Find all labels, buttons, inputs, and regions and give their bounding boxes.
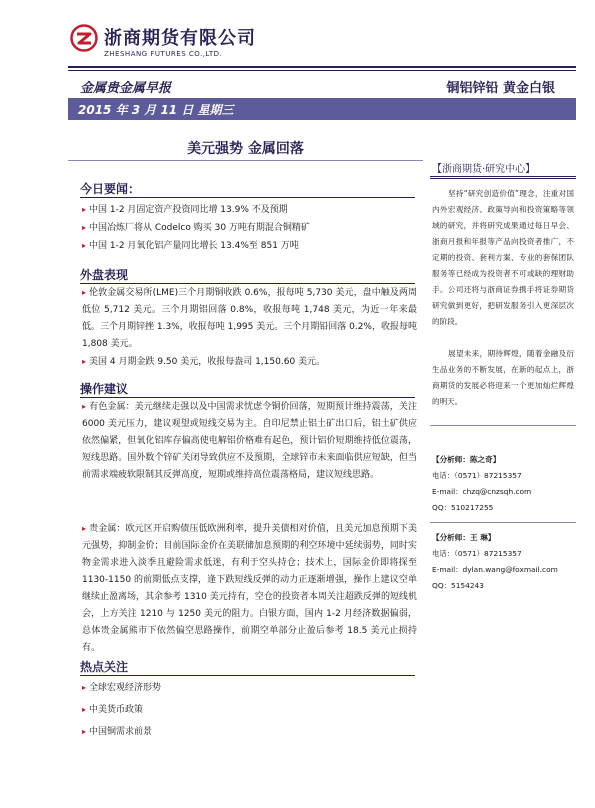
- list-item: ▸ 中国铜需求前景: [82, 727, 153, 737]
- section-title-overseas: 外盘表现: [80, 268, 129, 282]
- report-name: 金属贵金属早报: [80, 81, 172, 96]
- analyst-qq: QQ：5154243: [432, 581, 484, 590]
- bullet-icon: ▸: [82, 357, 87, 366]
- sidebar-divider: [430, 522, 576, 523]
- section-divider: [80, 197, 415, 198]
- list-item: ▸ 中美货币政策: [82, 705, 144, 715]
- bullet-icon: ▸: [82, 241, 87, 250]
- report-categories: 铜铝锌铅 黄金白银: [446, 81, 555, 96]
- analyst-phone: 电话：（0571）87215357: [432, 471, 522, 480]
- analyst-email[interactable]: E-mail：dylan.wang@foxmail.com: [432, 565, 558, 574]
- bullet-icon: ▸: [82, 524, 87, 533]
- nonferrous-advice: ▸ 有色金属：美元继续走强以及中国需求忧虑令铜价回落，短期预计维持震荡，关注 6000 美元压力，建议观望或短线交易为主。自印尼禁止铝土矿出口后，铝土矿供应依然偏紧，但氧化铝库存偏高使电解铝价格难有起色，预计铝价短期维持低位震荡，短线思路。国外数个锌矿关闭导致供应不及预期，全球锌市未来面临供应短缺，但当前需求端疲软限制其反弹高度，短期或维持高位震荡格局，建议短线思路。: [82, 402, 417, 480]
- header-divider-thin: [68, 70, 576, 71]
- analyst-card: [432, 530, 574, 594]
- analyst-qq: QQ：510217255: [432, 503, 494, 512]
- bullet-icon: ▸: [82, 705, 87, 714]
- sidebar-intro: 坚持“研究创造价值”理念，注重对国内外宏观经济、政策导向和投资策略等领域的研究，并将研究成果通过每日早会、浙商月报和年报等产品向投资者推广，不定期的投资、套利方案、专业的套保团队服务等已经成为投资者不可或缺的理财助手。公司还将与浙商证券携手将证券期货研究做到更好，把研发服务引入更深层次的阶段。: [432, 189, 574, 326]
- sidebar-title: 【浙商期货·研究中心】: [432, 164, 536, 175]
- list-item: ▸ 中国 1-2 月氧化铝产量同比增长 13.4%至 851 万吨: [82, 241, 299, 251]
- sidebar-divider: [430, 425, 576, 426]
- company-logo-icon: [70, 24, 98, 52]
- page-title: 美元强势 金属回落: [187, 141, 304, 157]
- section-title-advice: 操作建议: [80, 382, 129, 396]
- list-item: ▸ 中国 1-2 月固定资产投资同比增 13.9% 不及预期: [82, 205, 288, 215]
- section-title-today: 今日要闻：: [80, 182, 141, 196]
- list-item: ▸ 中国冶炼厂将从 Codelco 购买 30 万吨有期混合铜精矿: [82, 223, 310, 233]
- header-divider: [68, 66, 576, 68]
- precious-advice: ▸ 贵金属：欧元区开启购债压低欧洲利率，提升美债相对价值，且美元加息预期下美元强势，抑制金价；目前国际金价在美联储加息预期的利空环境中延续弱势，同时实物金需求进入淡季且避险需求低迷，有利于空头持仓；技术上，国际金价即将探至 1130-1150 的前期低点支撑，逢下跌短线反弹的动力正逐渐增强，操作上建议空单继续止盈离场，其余参考 1310 美元持有，空仓的投资者本周关注超跌反弹的短线机会，上方关注 1210 与 1250 美元的阻力。白银方面，国内 1-2 月经济数据偏弱，总体贵金属熊市下依然偏空思路操作，前期空单部分止盈后参考 18.5 美元止损持有。: [82, 524, 417, 653]
- company-name: 浙商期货有限公司: [104, 28, 256, 49]
- today-news-list: [82, 201, 417, 255]
- bullet-icon: ▸: [82, 402, 87, 411]
- bullet-icon: ▸: [82, 288, 87, 297]
- section-title-hot: 热点关注: [80, 660, 129, 674]
- bullet-icon: ▸: [82, 205, 87, 214]
- company-name-en: ZHESHANG FUTURES CO.,LTD.: [104, 50, 223, 58]
- title-divider: [68, 160, 423, 161]
- analyst-card: [432, 452, 574, 516]
- overseas-list: [82, 284, 417, 371]
- list-item: ▸ 伦敦金属交易所(LME)三个月期铜收跌 0.6%，报每吨 5,730 美元，盘中触及两周低位 5,712 美元。三个月期铝回落 0.8%，收报每吨 1,748 美元，为近一年来最低。三个月期锌挫 1.3%，收报每吨 1,995 美元。三个月期铅回落 0.2%，收报每吨 1,808 美元。: [82, 288, 417, 349]
- analyst-email[interactable]: E-mail：chzq@cnzsqh.com: [432, 487, 532, 496]
- bullet-icon: ▸: [82, 727, 87, 736]
- analyst-phone: 电话：（0571）87215357: [432, 549, 522, 558]
- sidebar-outlook: 展望未来，期待辉煌，随着金融及衍生品业务的不断发展，在新的起点上，浙商期货的发展必将迎来一个更加灿烂辉煌的明天。: [432, 349, 574, 406]
- section-divider: [80, 675, 415, 676]
- hot-topics-list: [82, 677, 417, 743]
- bullet-icon: ▸: [82, 683, 87, 692]
- analyst-name: 【分析师：王 琳】: [432, 533, 496, 542]
- list-item: ▸ 美国 4 月期金跌 9.50 美元，收报每盎司 1,150.60 美元。: [82, 357, 326, 367]
- sidebar-divider-thin: [430, 178, 576, 179]
- report-date: 2015 年 3 月 11 日 星期三: [78, 103, 234, 117]
- analyst-name: 【分析师：陈之奇】: [432, 455, 501, 464]
- list-item: ▸ 全球宏观经济形势: [82, 683, 162, 693]
- sidebar-divider: [430, 176, 576, 177]
- bullet-icon: ▸: [82, 223, 87, 232]
